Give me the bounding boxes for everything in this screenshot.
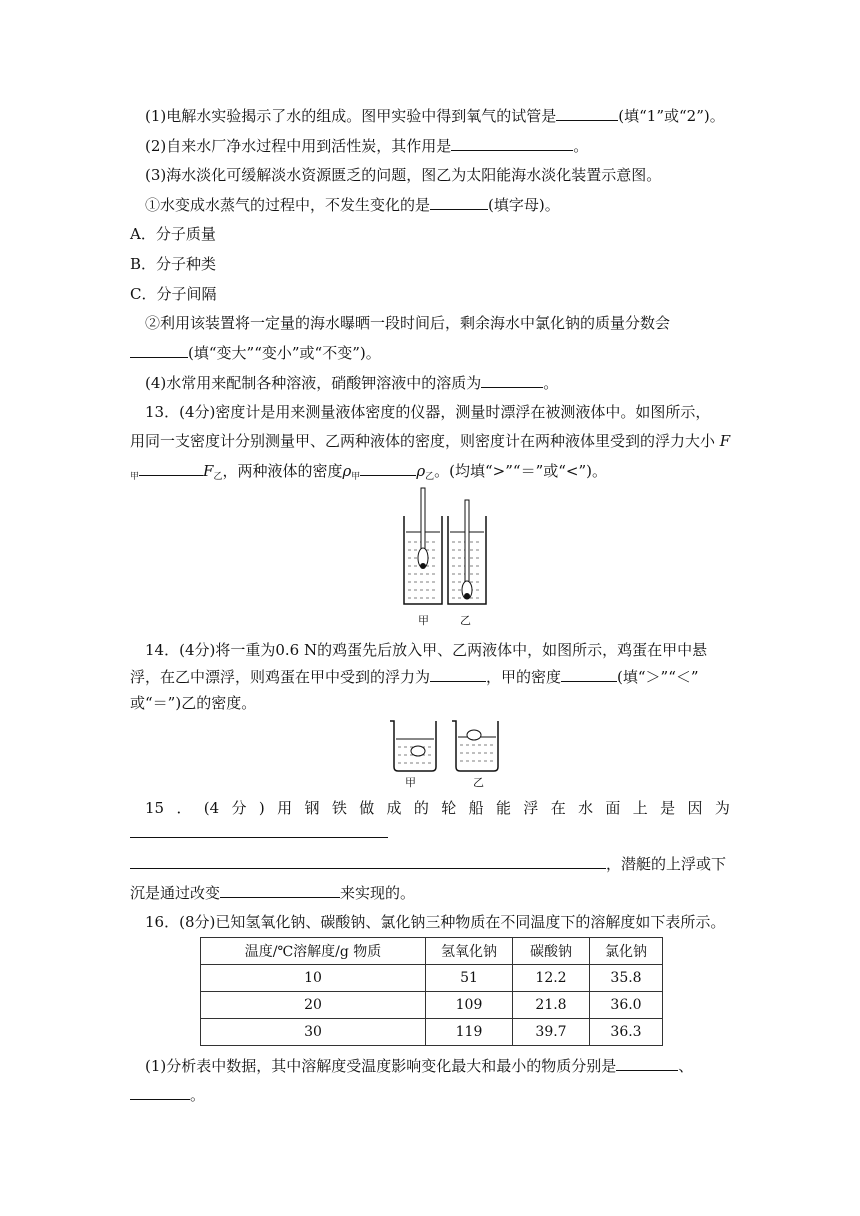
fig-label-yi: 乙 — [473, 776, 484, 789]
table-header-cell: 温度/℃溶解度/g 物质 — [201, 938, 426, 965]
answer-blank[interactable] — [130, 853, 606, 869]
answer-blank[interactable] — [360, 460, 416, 476]
q15-word: 船 — [468, 799, 484, 817]
answer-blank[interactable] — [220, 882, 340, 898]
q12-line-3: (3)海水淡化可缓解淡水资源匮乏的问题，图乙为太阳能海水淡化装置示意图。 — [145, 166, 662, 184]
table-header-cell: 氢氧化钠 — [426, 938, 513, 965]
answer-blank[interactable] — [130, 342, 188, 358]
q12-line-2: (2)自来水厂净水过程中用到活性炭，其作用是 。 — [145, 137, 589, 155]
q15-line-4: 沉是通过改变 来实现的。 — [130, 884, 416, 902]
q15-word: 面 — [605, 799, 621, 817]
table-header-cell: 碳酸钠 — [513, 938, 590, 965]
q15-word: 是 — [660, 799, 676, 817]
q15-word: 为 — [714, 799, 730, 817]
q15-word: 的 — [413, 799, 429, 817]
table-cell: 35.8 — [590, 965, 663, 992]
q15-word: 成 — [386, 799, 402, 817]
q15-word: (4 — [203, 799, 220, 817]
q15-word: 能 — [495, 799, 511, 817]
table-cell: 36.3 — [590, 1019, 663, 1046]
q12-line-5: ②利用该装置将一定量的海水曝晒一段时间后，剩余海水中氯化钠的质量分数会 — [145, 314, 671, 332]
q15-word: 分 — [231, 799, 247, 817]
q14-line-2: 浮，在乙中漂浮，则鸡蛋在甲中受到的浮力为 ，甲的密度 (填“＞”“＜” — [130, 668, 699, 686]
answer-blank[interactable] — [556, 105, 618, 121]
fig-label-jia: 甲 — [405, 776, 416, 789]
q12-line-6: (填“变大”“变小”或“不变”)。 — [130, 342, 381, 363]
table-header-row — [201, 938, 663, 965]
answer-blank[interactable] — [430, 666, 486, 682]
q12-line-4: ①水变成水蒸气的过程中，不发生变化的是 (填字母)。 — [145, 196, 560, 214]
beaker-yi — [452, 721, 498, 771]
q16-line-2: (1)分析表中数据，其中溶解度受温度影响变化最大和最小的物质分别是 、 — [145, 1057, 694, 1075]
table-cell: 36.0 — [590, 992, 663, 1019]
q12-line-7: (4)水常用来配制各种溶液，硝酸钾溶液中的溶质为 。 — [145, 374, 559, 392]
beaker-jia — [390, 721, 436, 771]
answer-blank[interactable] — [451, 135, 573, 151]
q15-word: 水 — [578, 799, 594, 817]
fig-label-yi: 乙 — [460, 614, 471, 627]
q16-line-3: 。 — [130, 1084, 205, 1105]
option-c: C．分子间隔 — [130, 285, 217, 303]
q15-word: 用 — [277, 799, 293, 817]
q15-line-3: ，潜艇的上浮或下 — [130, 853, 726, 874]
table-cell: 21.8 — [513, 992, 590, 1019]
egg-beaker-figure — [388, 717, 504, 773]
q15-word: ) — [258, 799, 265, 817]
q16-line-1: 16．(8分)已知氢氧化钠、碳酸钠、氯化钠三种物质在不同温度下的溶解度如下表所示。 — [145, 913, 726, 931]
answer-blank[interactable] — [561, 666, 617, 682]
q15-word: 在 — [550, 799, 566, 817]
answer-blank[interactable] — [481, 372, 543, 388]
table-row — [201, 1019, 663, 1046]
answer-blank[interactable] — [130, 1084, 190, 1100]
q14-line-3: 或“＝”)乙的密度。 — [130, 694, 257, 712]
table-cell: 10 — [201, 965, 426, 992]
q15-word: 因 — [687, 799, 703, 817]
q15-word: 钢 — [304, 799, 320, 817]
answer-blank[interactable] — [139, 460, 203, 476]
q15-word: 铁 — [331, 799, 347, 817]
q15-word: 轮 — [441, 799, 457, 817]
table-cell: 51 — [426, 965, 513, 992]
option-a: A．分子质量 — [130, 225, 216, 243]
option-b: B．分子种类 — [130, 255, 217, 273]
q15-word: 上 — [632, 799, 648, 817]
table-cell: 109 — [426, 992, 513, 1019]
q15-word: 浮 — [523, 799, 539, 817]
q15-word: 做 — [359, 799, 375, 817]
table-header-cell: 氯化钠 — [590, 938, 663, 965]
q14-line-1: 14．(4分)将一重为0.6 N的鸡蛋先后放入甲、乙两液体中，如图所示，鸡蛋在甲中悬 — [145, 641, 708, 659]
table-cell: 119 — [426, 1019, 513, 1046]
answer-blank[interactable] — [616, 1055, 678, 1071]
answer-blank[interactable] — [430, 194, 488, 210]
q15-word: ． — [176, 799, 192, 817]
q15-line-1 — [145, 798, 730, 818]
q13-line-3: $_甲$ $F_乙$，两种液体的密度$\rho_甲$ $\rho_乙$。(均填“>”“＝”或“<”)。 — [130, 462, 608, 482]
table-cell: 20 — [201, 992, 426, 1019]
q13-line-1: 13．(4分)密度计是用来测量液体密度的仪器，测量时漂浮在被测液体中。如图所示， — [145, 403, 711, 421]
container-jia — [404, 488, 442, 604]
table-cell: 30 — [201, 1019, 426, 1046]
fig-label-jia: 甲 — [418, 614, 429, 627]
table-cell: 12.2 — [513, 965, 590, 992]
table-row — [201, 992, 663, 1019]
table-row — [201, 965, 663, 992]
q13-line-2: 用同一支密度计分别测量甲、乙两种液体的密度，则密度计在两种液体里受到的浮力大小 F — [130, 432, 731, 450]
q12-line-1: (1)电解水实验揭示了水的组成。图甲实验中得到氧气的试管是 (填“1”或“2”)。 — [145, 107, 725, 125]
q15-line-2 — [130, 822, 388, 843]
table-cell: 39.7 — [513, 1019, 590, 1046]
container-yi — [448, 500, 486, 604]
q15-word: 15 — [145, 799, 165, 817]
solubility-table — [200, 937, 663, 1046]
hydrometer-figure — [400, 486, 490, 610]
answer-blank[interactable] — [130, 822, 388, 838]
